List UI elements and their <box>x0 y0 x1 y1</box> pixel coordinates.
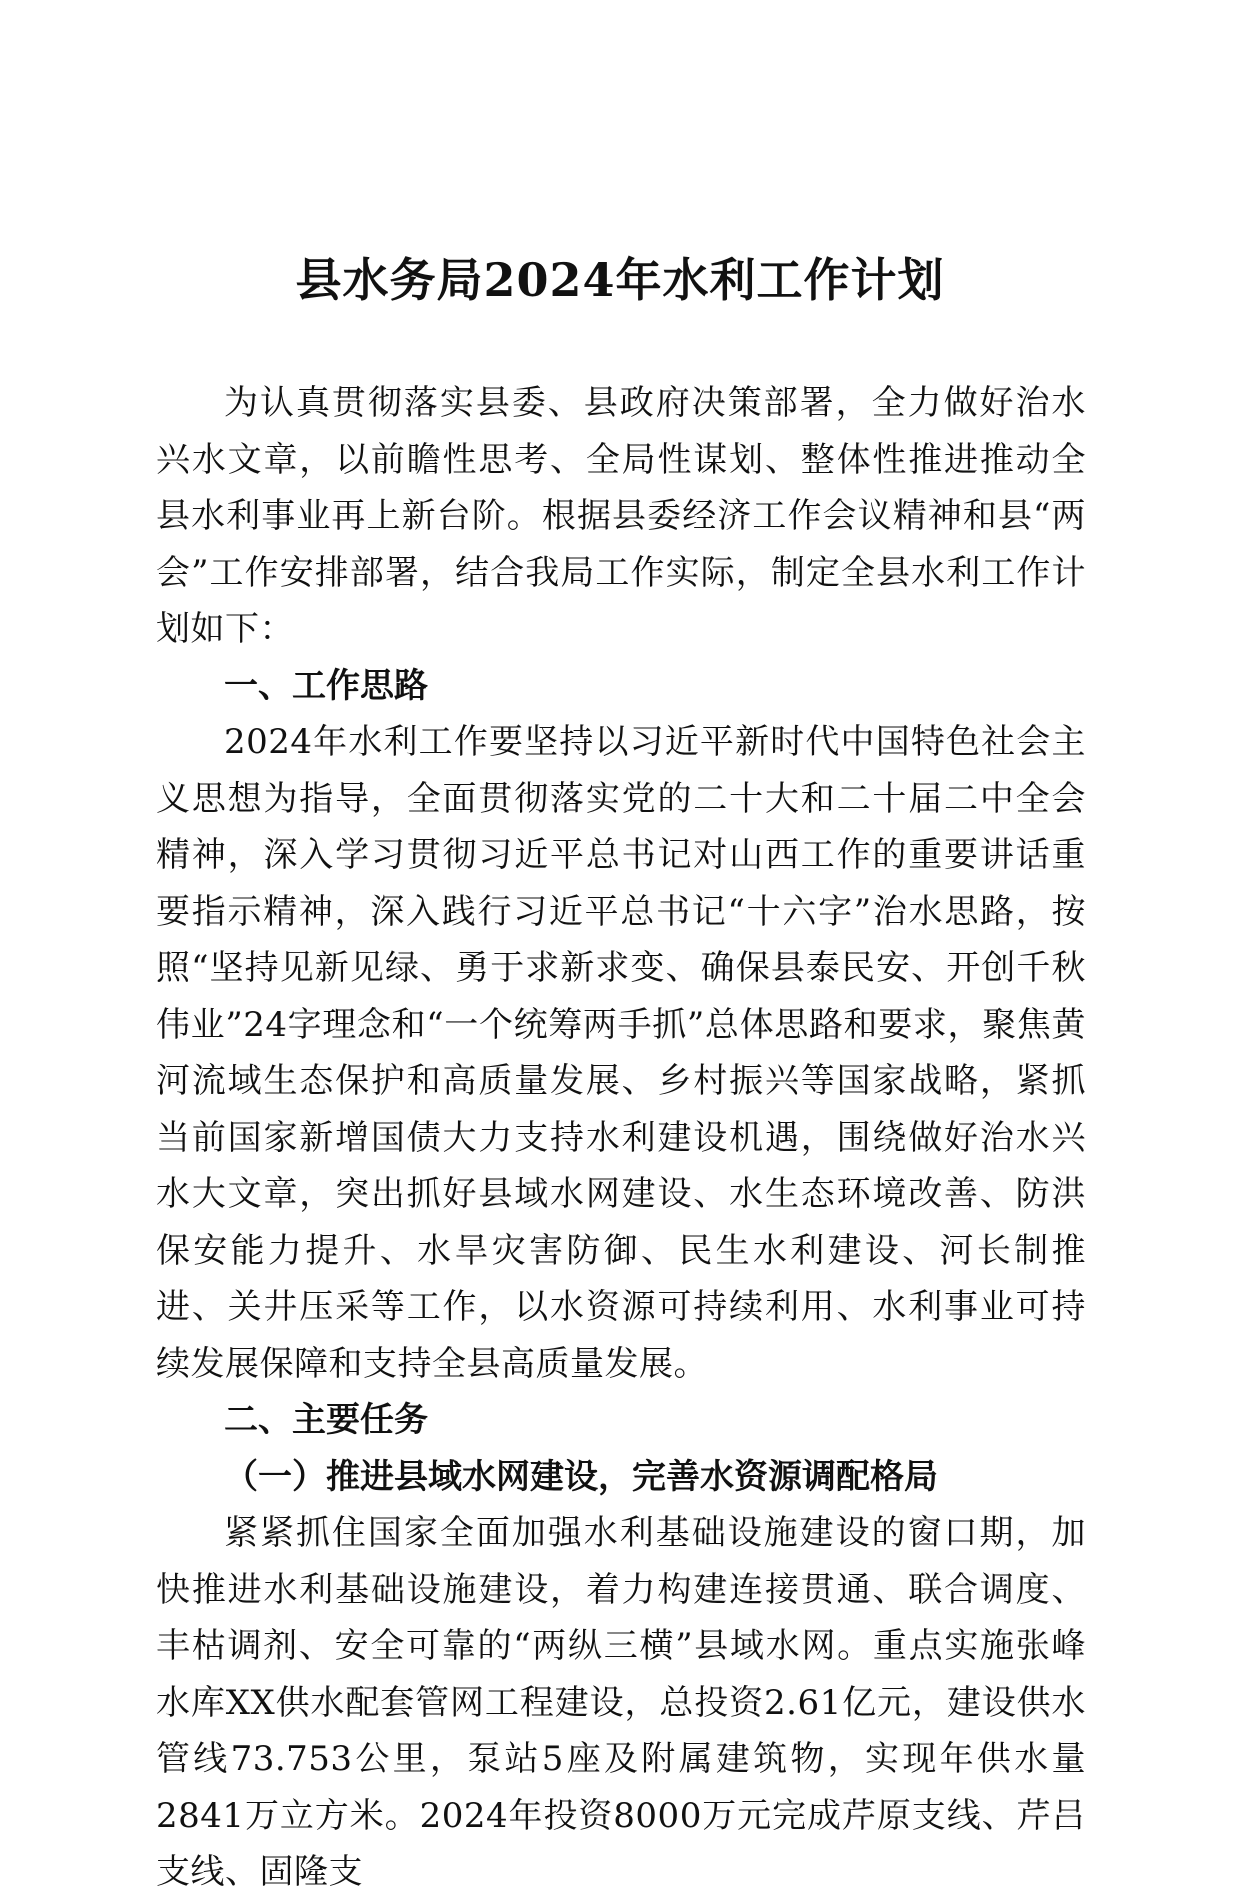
section-heading-main-tasks: 二、主要任务 <box>224 1400 428 1440</box>
document-title: 县水务局2024年水利工作计划 <box>295 253 945 307</box>
document-body <box>156 375 1086 1901</box>
subsection-heading-water-network: （一）推进县域水网建设，完善水资源调配格局 <box>224 1456 938 1497</box>
water-network-paragraph: 紧紧抓住国家全面加强水利基础设施建设的窗口期，加快推进水利基础设施建设，着力构建连接贯通、联合调度、丰枯调剂、安全可靠的“两纵三横”县域水网。重点实施张峰水库XX供水配套管网工程建设，总投资2.61亿元，建设供水管线73.753公里，泵站5座及附属建筑物，实现年供水量2841万立方米。2024年投资8000万元完成芹原支线、芹吕支线、固隆支 <box>156 1513 1086 1892</box>
work-approach-paragraph: 2024年水利工作要坚持以习近平新时代中国特色社会主义思想为指导，全面贯彻落实党的二十大和二十届二中全会精神，深入学习贯彻习近平总书记对山西工作的重要讲话重要指示精神，深入践行习近平总书记“十六字”治水思路，按照“坚持见新见绿、勇于求新求变、确保县泰民安、开创千秋伟业”24字理念和“一个统筹两手抓”总体思路和要求，聚焦黄河流域生态保护和高质量发展、乡村振兴等国家战略，紧抓当前国家新增国债大力支持水利建设机遇，围绕做好治水兴水大文章，突出抓好县域水网建设、水生态环境改善、防洪保安能力提升、水旱灾害防御、民生水利建设、河长制推进、关井压采等工作，以水资源可持续利用、水利事业可持续发展保障和支持全县高质量发展。 <box>156 722 1086 1384</box>
intro-paragraph: 为认真贯彻落实县委、县政府决策部署，全力做好治水兴水文章，以前瞻性思考、全局性谋划、整体性推进推动全县水利事业再上新台阶。根据县委经济工作会议精神和县“两会”工作安排部署，结合我局工作实际，制定全县水利工作计划如下： <box>156 383 1086 649</box>
section-heading-work-approach: 一、工作思路 <box>224 665 428 706</box>
